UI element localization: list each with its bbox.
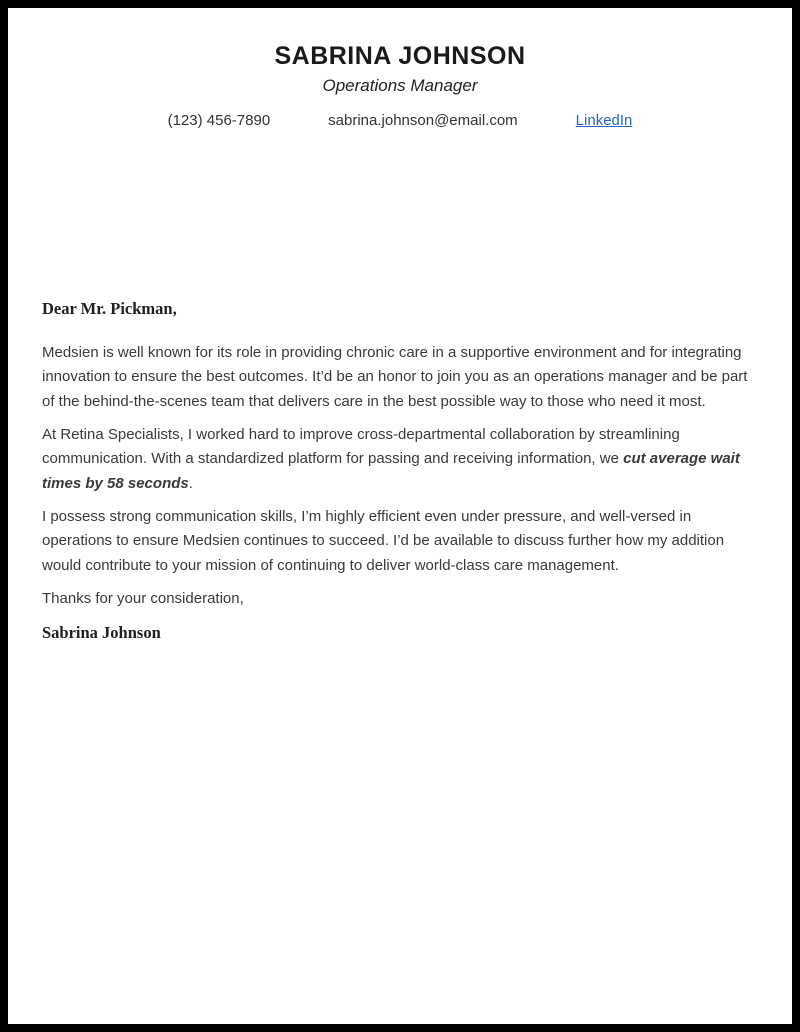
- candidate-name: SABRINA JOHNSON: [274, 42, 526, 70]
- paragraph-3: I possess strong communication skills, I’m highly efficient even under pressure, and well-versed in operations to ensure Medsien continues to succeed. I’d be available to discuss further how my addition would contribute to your mission of continuing to deliver world-class care management.: [42, 507, 725, 574]
- email-address: sabrina.johnson@email.com: [328, 112, 518, 129]
- contact-row: [8, 112, 792, 129]
- greeting: Dear Mr. Pickman,: [42, 299, 177, 318]
- paragraph-2: [42, 423, 756, 497]
- paragraph-2-period: .: [188, 474, 193, 492]
- closing-line: Thanks for your consideration,: [42, 589, 244, 607]
- letter-body: [8, 297, 792, 646]
- paragraph-2-text: At Retina Specialists, I worked hard to improve cross-departmental collaboration by streamlining communication. With a standardized platform for passing and receiving information, we: [42, 425, 680, 467]
- candidate-job-title: Operations Manager: [322, 76, 478, 95]
- paragraph-2-emphasis: cut average wait times by 58 seconds: [42, 450, 740, 492]
- signature: Sabrina Johnson: [42, 623, 161, 642]
- paragraph-1: Medsien is well known for its role in providing chronic care in a supportive environment and for integrating innovation to ensure the best outcomes. It’d be an honor to join you as an operations manager and be part of the behind-the-scenes team that delivers care in the best possible way to those who need it most.: [42, 343, 748, 410]
- letter-header: [8, 8, 792, 129]
- phone-number: (123) 456-7890: [167, 112, 271, 129]
- linkedin-link[interactable]: LinkedIn: [575, 112, 633, 129]
